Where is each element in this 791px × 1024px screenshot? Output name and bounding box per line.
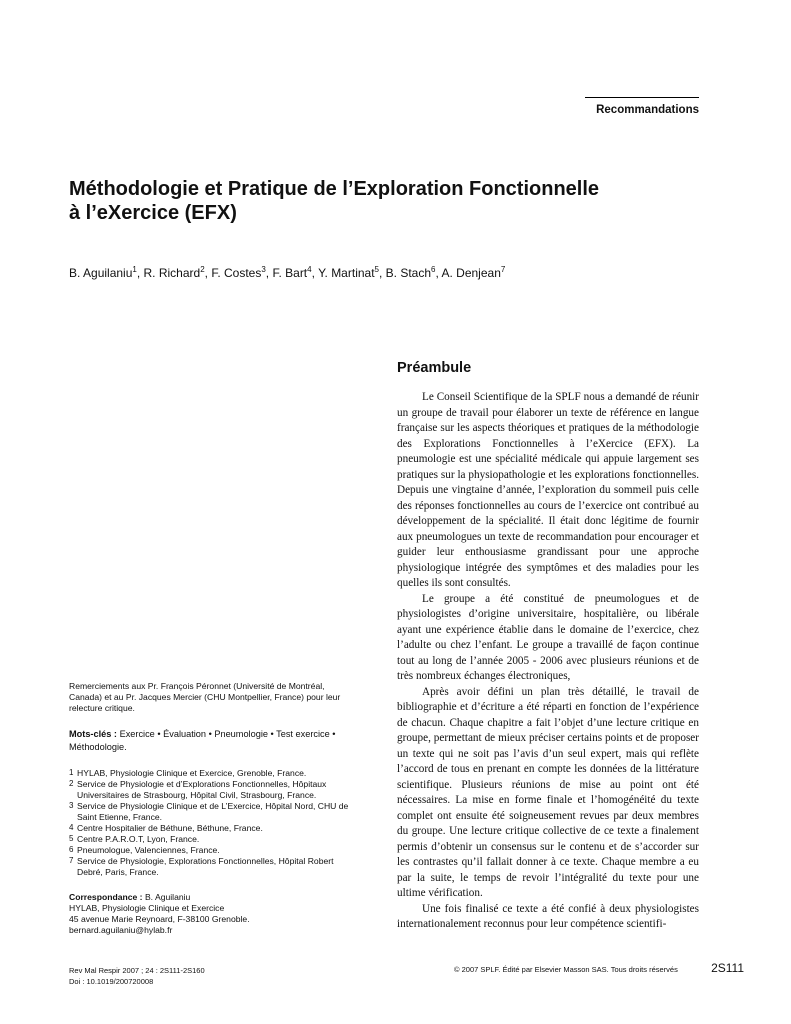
author: F. Bart$^4$,	[272, 265, 319, 280]
correspondence-email[interactable]: bernard.aguilaniu@hylab.fr	[69, 925, 173, 935]
journal-reference: Rev Mal Respir 2007 ; 24 : 2S111-2S160	[69, 966, 205, 975]
affiliation: 1 HYLAB, Physiologie Clinique et Exercice, Grenoble, France.	[69, 768, 307, 778]
author-list	[69, 266, 729, 280]
acknowledgement: Remerciements aux Pr. François Péronnet (Université de Montréal, Canada) et au Pr. Jacques Mercier (CHU Montpellier, France) pour leur relecture critique.	[69, 681, 341, 713]
preamble-paragraph: Après avoir défini un plan très détaillé, le travail de bibliographie et d’écriture a été réparti en fonction de l’expérience de chacun. Chaque chapitre a fait l’objet d’une lecture critique en groupe, permettant de mieux préciser certains points et de proposer un texte qui ne soit pas l’avis d’un seul expert, mais qui reflète l’accord de tous en prenant en compte les données de la littérature scientifique. Plusieurs réunions de mise au point ont été nécessaires. La mise en forme finale et l’homogénéité du texte complet ont ensuite été soigneusement revues par deux membres du groupe. Une lecture critique collective de ce texte a finalement permis d’obtenir un consensus sur le contenu et de s’accorder sur les contrastes qu’il fallait donner à ce texte. Chaque membre a eu par la suite, le temps de revoir l’intégralité du texte pour une ultime vérification.	[397, 685, 699, 899]
affiliation: 5 Centre P.A.R.O.T, Lyon, France.	[69, 834, 200, 844]
affiliation: 4 Centre Hospitalier de Béthune, Béthune, France.	[69, 823, 263, 833]
doi: Doi : 10.1019/200720008	[69, 977, 154, 986]
correspondence-line: 45 avenue Marie Reynoard, F-38100 Grenoble.	[69, 914, 250, 924]
affiliation: 6 Pneumologue, Valenciennes, France.	[69, 845, 220, 855]
author: A. Denjean$^7$	[441, 265, 506, 280]
correspondence-name: B. Aguilaniu	[144, 892, 191, 902]
copyright: © 2007 SPLF. Édité par Elsevier Masson SAS. Tous droits réservés	[454, 965, 678, 974]
affiliation: 3 Service de Physiologie Clinique et de L’Exercice, Hôpital Nord, CHU de Saint Etienne, France.	[69, 801, 349, 822]
preamble-paragraph: Une fois finalisé ce texte a été confié à deux physiologistes internationalement reconnus pour leur compétence scientifi-	[397, 902, 699, 930]
keywords-label: Mots-clés :	[69, 729, 117, 739]
preamble-section	[397, 360, 699, 933]
correspondence	[69, 892, 359, 936]
correspondence-line: HYLAB, Physiologie Clinique et Exercice	[69, 903, 225, 913]
author: Y. Martinat$^5$,	[318, 265, 386, 280]
keywords	[69, 728, 359, 754]
header-rule	[585, 97, 699, 98]
author: F. Costes$^3$,	[211, 265, 273, 280]
preamble-paragraph: Le groupe a été constitué de pneumologues et de physiologistes d’origine universitaire, hospitalière, ou libérale ayant une expérience établie dans le domaine de l’exercice, chez l’adulte ou chez l’enfant. Le groupe a travaillé de façon continue tout au long de l’année 2005 - 2006 avec plusieurs réunions et de très nombreux échanges électroniques,	[397, 592, 699, 682]
correspondence-label: Correspondance :	[69, 892, 143, 902]
keywords-text: Exercice • Évaluation • Pneumologie • Test exercice • Méthodologie.	[69, 729, 336, 752]
section-label: Recommandations	[596, 104, 699, 116]
article-title: Méthodologie et Pratique de l’Exploration Fonctionnelle à l’eXercice (EFX)	[69, 178, 600, 224]
author: B. Aguilaniu$^1$,	[69, 265, 144, 280]
preamble-heading: Préambule	[397, 360, 472, 376]
affiliation: 2 Service de Physiologie et d’Explorations Fonctionnelles, Hôpitaux Universitaires de Strasbourg, Hôpital Civil, Strasbourg, France.	[69, 779, 327, 800]
page-number: 2S111	[711, 961, 744, 975]
sidebar-notes	[69, 681, 359, 936]
author: B. Stach$^6$,	[385, 265, 442, 280]
affiliations	[69, 768, 359, 878]
preamble-paragraph: Le Conseil Scientifique de la SPLF nous a demandé de réunir un groupe de travail pour élaborer un texte de référence en langue française sur les aspects théoriques et pratiques de la méthodologie des Explorations Fonctionnelles à l’eXercice (EFX). La pneumologie est une spécialité médicale qui appuie largement ses pratiques sur la physiopathologie et les explorations fonctionnelles. Depuis une vingtaine d’année, l’exploration du sommeil puis celle des réponses fonctionnelles au cours de l’exercice ont contribué au développement de la spécialité. Il était donc légitime de fournir aux pneumologues un texte de recommandation pour encourager et guider leur enthousiasme grandissant pour une approche physiologique intégrée des symptômes et des maladies pour les quelles ils sont consultés.	[397, 391, 699, 589]
author: R. Richard$^2$,	[143, 265, 212, 280]
affiliation: 7 Service de Physiologie, Explorations Fonctionnelles, Hôpital Robert Debré, Paris, France.	[69, 856, 334, 877]
journal-citation	[69, 965, 205, 987]
